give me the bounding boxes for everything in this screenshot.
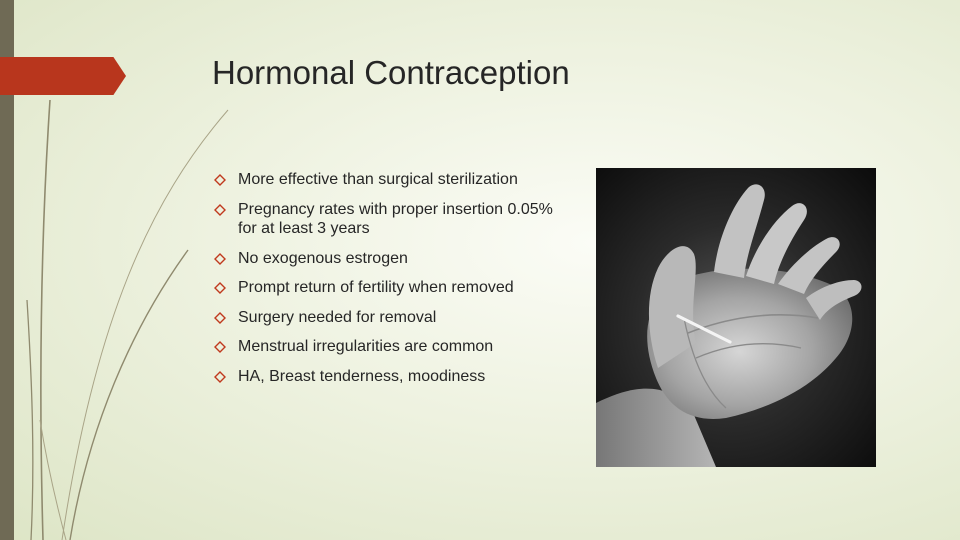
bullet-text: HA, Breast tenderness, moodiness [238, 367, 486, 385]
bullet-item [214, 308, 554, 328]
bullet-item [214, 170, 554, 190]
bullet-item [214, 278, 554, 298]
bullet-item [214, 367, 554, 387]
bullet-item [214, 200, 554, 239]
bullet-item [214, 249, 554, 269]
hand-implant-photo [596, 168, 876, 467]
bullet-text: Surgery needed for removal [238, 308, 437, 326]
title-accent-tab [0, 57, 126, 95]
bullet-text: Prompt return of fertility when removed [238, 279, 514, 296]
diamond-outline-icon [214, 312, 226, 324]
bullet-text: Pregnancy rates with proper insertion 0.05% for at least 3 years [238, 200, 553, 237]
bullet-text: More effective than surgical sterilization [238, 171, 518, 188]
diamond-outline-icon [214, 341, 226, 353]
diamond-outline-icon [214, 253, 226, 265]
diamond-outline-icon [214, 282, 226, 294]
bullet-text: Menstrual irregularities are common [238, 338, 494, 355]
diamond-outline-icon [214, 371, 226, 383]
slide-title: Hormonal Contraception [212, 54, 570, 91]
bullet-list [214, 170, 554, 396]
bullet-text: No exogenous estrogen [238, 249, 408, 267]
bullet-item [214, 337, 554, 357]
diamond-outline-icon [214, 174, 226, 186]
diamond-outline-icon [214, 204, 226, 216]
